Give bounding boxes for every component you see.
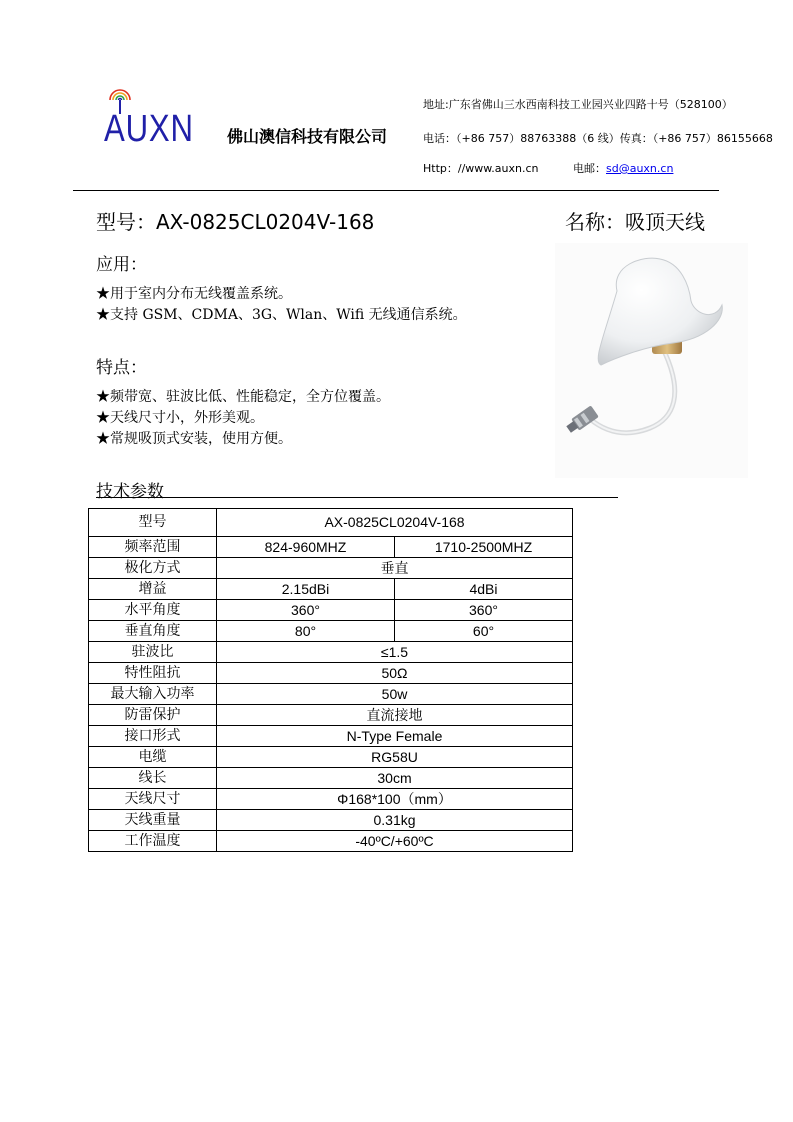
- ceiling-antenna-photo: [555, 243, 748, 478]
- email-label: 电邮：: [573, 162, 606, 175]
- spec-value: 2.15dBi: [217, 579, 395, 600]
- table-row: [89, 747, 573, 768]
- spec-label: 最大输入功率: [89, 684, 217, 705]
- product-name-title: 名称：吸顶天线: [565, 210, 705, 234]
- table-row: [89, 558, 573, 579]
- spec-value: 80°: [217, 621, 395, 642]
- spec-label: 防雷保护: [89, 705, 217, 726]
- table-row: [89, 600, 573, 621]
- spec-value: N-Type Female: [217, 726, 573, 747]
- features-heading: 特点：: [96, 358, 147, 378]
- company-name: 佛山澳信科技有限公司: [227, 127, 388, 146]
- table-row: [89, 621, 573, 642]
- spec-label: 水平角度: [89, 600, 217, 621]
- tech-params-underline: [96, 497, 618, 498]
- spec-label: 电缆: [89, 747, 217, 768]
- application-bullet: ★支持 GSM、CDMA、3G、Wlan、Wifi 无线通信系统。: [96, 307, 467, 323]
- company-address: 地址:广东省佛山三水西南科技工业园兴业四路十号（528100）: [423, 98, 733, 111]
- table-row: [89, 831, 573, 852]
- spec-value: 直流接地: [217, 705, 573, 726]
- spec-value: ≤1.5: [217, 642, 573, 663]
- spec-value: 360°: [217, 600, 395, 621]
- table-row: [89, 509, 573, 537]
- table-row: [89, 789, 573, 810]
- application-heading: 应用：: [96, 255, 147, 275]
- spec-value: 0.31kg: [217, 810, 573, 831]
- application-bullet: ★用于室内分布无线覆盖系统。: [96, 286, 292, 302]
- logo-wordmark: AUXN: [104, 108, 194, 150]
- table-row: [89, 663, 573, 684]
- spec-label: 驻波比: [89, 642, 217, 663]
- model-number-title: 型号：AX-0825CL0204V-168: [96, 210, 375, 234]
- spec-value: 30cm: [217, 768, 573, 789]
- spec-label: 频率范围: [89, 537, 217, 558]
- table-row: [89, 537, 573, 558]
- table-row: [89, 579, 573, 600]
- header-divider: [73, 190, 719, 191]
- spec-value: Φ168*100（mm）: [217, 789, 573, 810]
- spec-label: 天线尺寸: [89, 789, 217, 810]
- spec-value: 50w: [217, 684, 573, 705]
- tech-params-heading: 技术参数: [96, 482, 164, 502]
- feature-bullet: ★频带宽、驻波比低、性能稳定，全方位覆盖。: [96, 389, 390, 405]
- spec-label: 增益: [89, 579, 217, 600]
- table-row: [89, 810, 573, 831]
- spec-value: -40ºC/+60ºC: [217, 831, 573, 852]
- table-row: [89, 726, 573, 747]
- spec-label: 接口形式: [89, 726, 217, 747]
- spec-table: [88, 508, 573, 852]
- spec-label: 工作温度: [89, 831, 217, 852]
- spec-value: 50Ω: [217, 663, 573, 684]
- spec-value: 360°: [395, 600, 573, 621]
- spec-value: 4dBi: [395, 579, 573, 600]
- spec-value: AX-0825CL0204V-168: [217, 509, 573, 537]
- email-link[interactable]: sd@auxn.cn: [606, 162, 674, 175]
- spec-label: 极化方式: [89, 558, 217, 579]
- table-row: [89, 642, 573, 663]
- spec-value: RG58U: [217, 747, 573, 768]
- spec-label: 垂直角度: [89, 621, 217, 642]
- feature-bullet: ★天线尺寸小，外形美观。: [96, 410, 264, 426]
- company-website[interactable]: Http：//www.auxn.cn: [423, 162, 539, 175]
- spec-label: 特性阻抗: [89, 663, 217, 684]
- spec-value: 1710-2500MHZ: [395, 537, 573, 558]
- spec-label: 型号: [89, 509, 217, 537]
- spec-value: 垂直: [217, 558, 573, 579]
- spec-value: 60°: [395, 621, 573, 642]
- table-row: [89, 684, 573, 705]
- spec-value: 824-960MHZ: [217, 537, 395, 558]
- spec-label: 天线重量: [89, 810, 217, 831]
- spec-label: 线长: [89, 768, 217, 789]
- company-phone-fax: 电话：（+86 757）88763388（6 线）传真：（+86 757）86155668: [423, 132, 773, 145]
- table-row: [89, 705, 573, 726]
- table-row: [89, 768, 573, 789]
- email-line: [573, 160, 673, 176]
- feature-bullet: ★常规吸顶式安装，使用方便。: [96, 431, 292, 447]
